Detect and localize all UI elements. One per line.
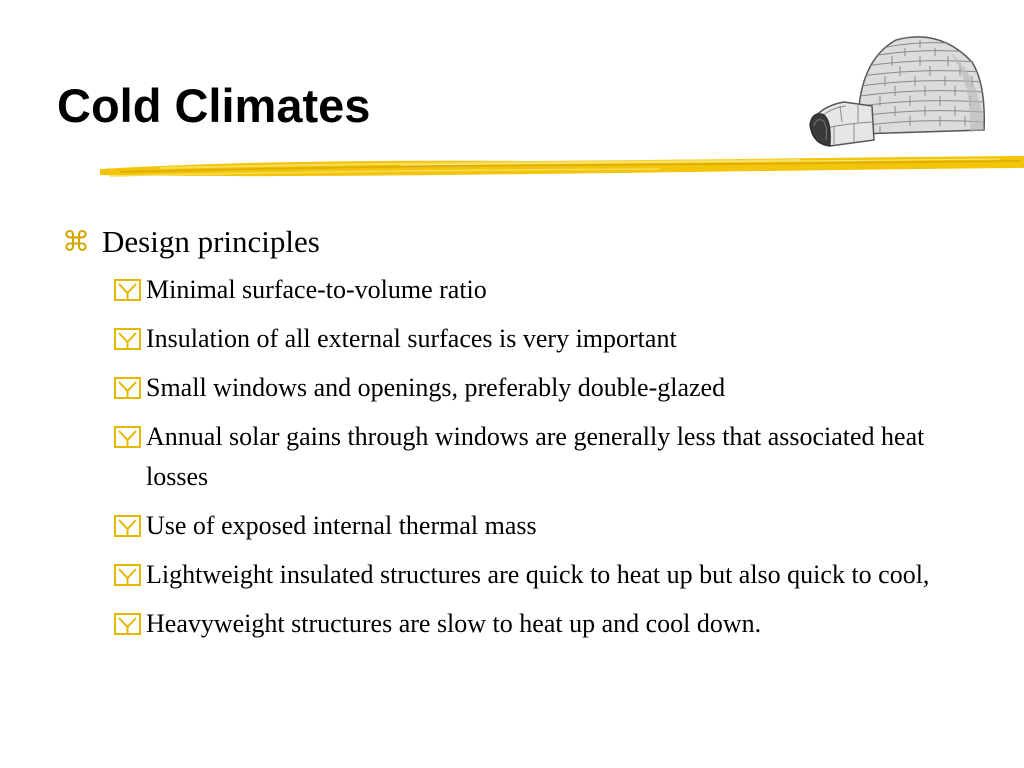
title-underline-stroke (100, 150, 1024, 186)
list-item (114, 368, 982, 408)
y-box-icon (114, 515, 141, 537)
list-item (114, 506, 982, 546)
list-item (114, 270, 982, 310)
bullet-list (62, 270, 982, 644)
command-key-icon: ⌘ (62, 225, 90, 258)
y-box-icon (114, 426, 141, 448)
slide-title: Cold Climates (57, 79, 371, 132)
list-item (114, 555, 982, 595)
igloo-illustration (800, 22, 990, 150)
list-item (114, 417, 982, 497)
bullet-text: Minimal surface-to-volume ratio (146, 275, 487, 304)
bullet-text: Use of exposed internal thermal mass (146, 511, 537, 540)
y-box-icon (114, 564, 141, 586)
bullet-text: Insulation of all external surfaces is very important (146, 324, 677, 353)
list-item (114, 319, 982, 359)
bullet-text: Small windows and openings, preferably double-glazed (146, 373, 726, 402)
bullet-text: Lightweight insulated structures are quick to heat up but also quick to cool, (146, 560, 930, 589)
bullet-text: Heavyweight structures are slow to heat up and cool down. (146, 609, 762, 638)
y-box-icon (114, 613, 141, 635)
y-box-icon (114, 279, 141, 301)
heading-bullet-row (62, 222, 982, 262)
y-box-icon (114, 377, 141, 399)
slide-body (62, 222, 982, 653)
list-item (114, 604, 982, 644)
bullet-text: Annual solar gains through windows are generally less that associated heat losses (146, 422, 925, 491)
section-heading: Design principles (102, 224, 320, 259)
y-box-icon (114, 328, 141, 350)
